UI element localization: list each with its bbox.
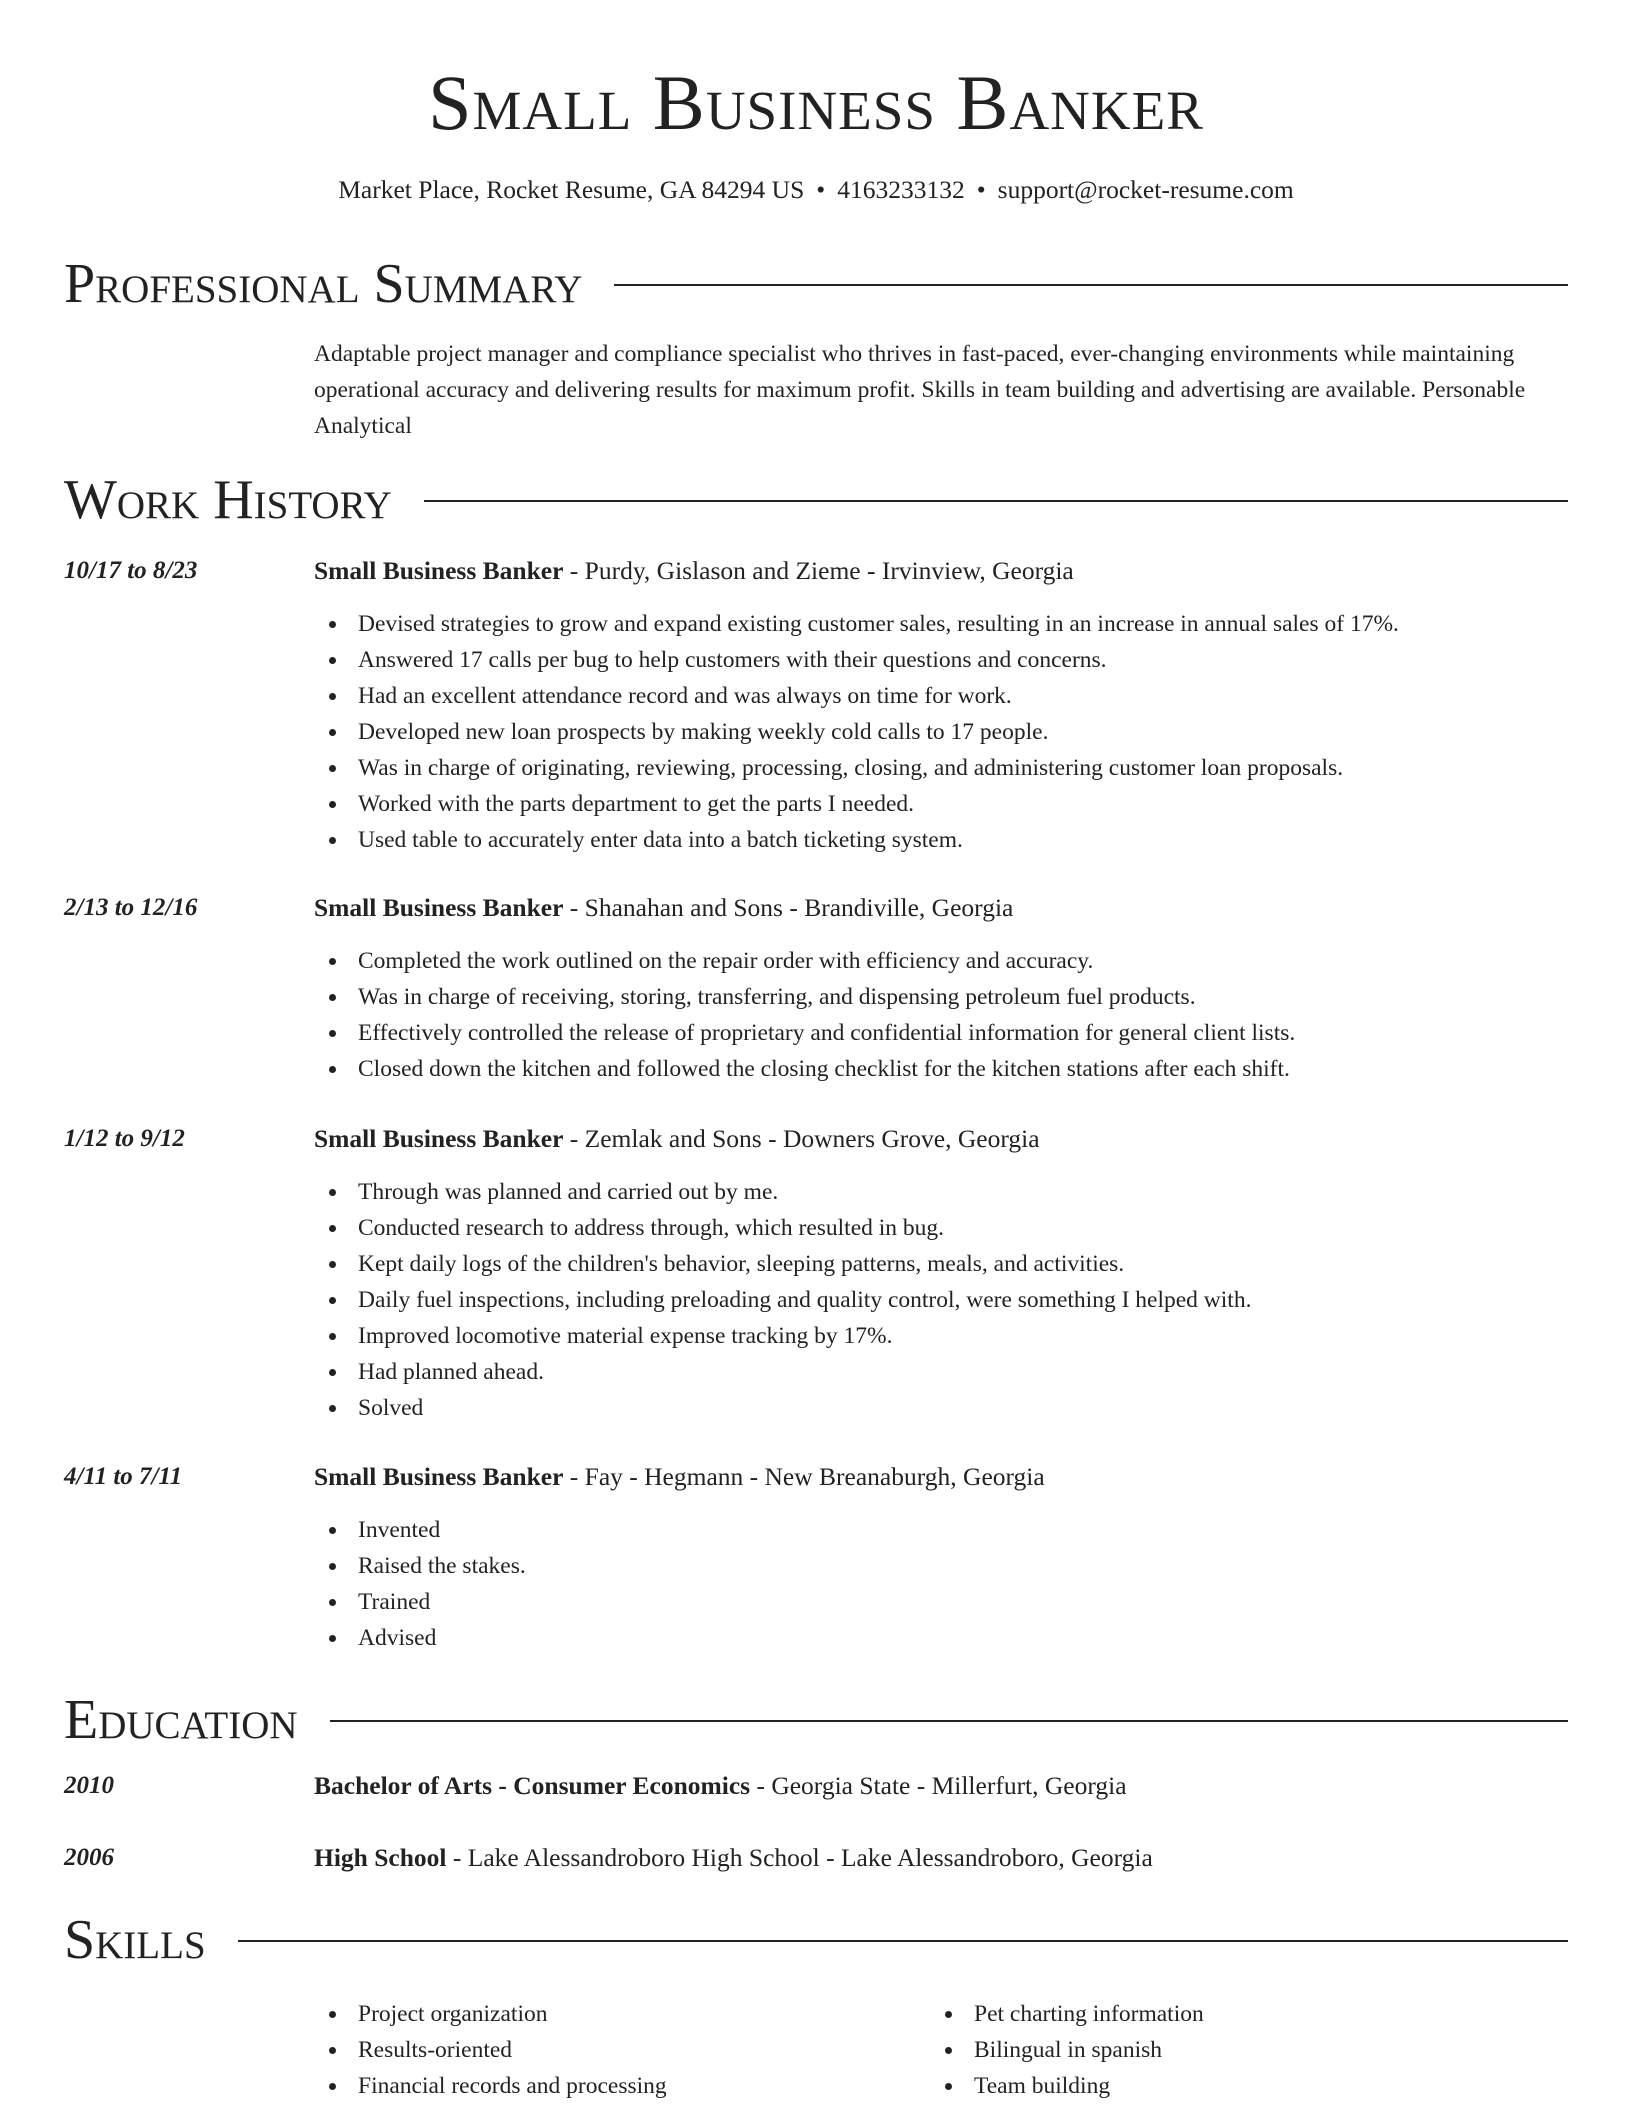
job-bullets — [314, 1174, 1568, 1426]
job-bullet: Through was planned and carried out by me. — [314, 1174, 1568, 1210]
job-details: - Purdy, Gislason and Zieme - Irvinview, Georgia — [563, 556, 1074, 585]
education-details: - Georgia State - Millerfurt, Georgia — [750, 1771, 1127, 1800]
job-bullet: Effectively controlled the release of proprietary and confidential information for general client lists. — [314, 1015, 1568, 1051]
job-bullets — [314, 943, 1568, 1087]
job-title: Small Business Banker — [314, 893, 564, 922]
contact-line — [0, 173, 1632, 207]
job-bullet: Completed the work outlined on the repair order with efficiency and accuracy. — [314, 943, 1568, 979]
section-header-education — [64, 1688, 1568, 1752]
skill-item: Team building — [930, 2068, 1560, 2104]
contact-email: support@rocket-resume.com — [997, 175, 1294, 204]
job-bullets — [314, 606, 1568, 858]
job-bullet: Was in charge of originating, reviewing, processing, closing, and administering customer loan proposals. — [314, 750, 1568, 786]
section-header-summary — [64, 252, 1568, 316]
skill-item: Project organization — [314, 1996, 914, 2032]
education-details: - Lake Alessandroboro High School - Lake Alessandroboro, Georgia — [446, 1843, 1153, 1872]
contact-address: Market Place, Rocket Resume, GA 84294 US — [338, 175, 805, 204]
section-title-work: Work History — [64, 469, 392, 531]
job-bullet: Daily fuel inspections, including preloading and quality control, were something I helped with. — [314, 1282, 1568, 1318]
job-title: Small Business Banker — [314, 1124, 564, 1153]
section-divider — [424, 500, 1568, 502]
skill-item: Bilingual in spanish — [930, 2032, 1560, 2068]
job-role — [314, 1460, 1568, 1494]
section-divider — [614, 284, 1568, 286]
section-header-work — [64, 468, 1568, 532]
job-bullet: Invented — [314, 1512, 1568, 1548]
skills-column-left — [314, 1996, 914, 2104]
job-details: - Shanahan and Sons - Brandiville, Georgia — [563, 893, 1014, 922]
job-dates: 2/13 to 12/16 — [64, 894, 198, 921]
job-dates: 4/11 to 7/11 — [64, 1463, 183, 1490]
job-bullet: Worked with the parts department to get the parts I needed. — [314, 786, 1568, 822]
resume-name: Small Business Banker — [428, 59, 1204, 146]
contact-phone: 4163233132 — [837, 175, 965, 204]
job-bullet: Answered 17 calls per bug to help customers with their questions and concerns. — [314, 642, 1568, 678]
job-bullet: Developed new loan prospects by making weekly cold calls to 17 people. — [314, 714, 1568, 750]
job-title: Small Business Banker — [314, 556, 564, 585]
job-bullet: Closed down the kitchen and followed the closing checklist for the kitchen stations after each shift. — [314, 1051, 1568, 1087]
skill-item: Results-oriented — [314, 2032, 914, 2068]
job-bullet: Improved locomotive material expense tracking by 17%. — [314, 1318, 1568, 1354]
job-role — [314, 1122, 1568, 1156]
education-year: 2010 — [64, 1772, 114, 1799]
job-dates: 10/17 to 8/23 — [64, 557, 198, 584]
job-bullet: Kept daily logs of the children's behavior, sleeping patterns, meals, and activities. — [314, 1246, 1568, 1282]
education-degree: High School — [314, 1843, 447, 1872]
job-bullet: Conducted research to address through, which resulted in bug. — [314, 1210, 1568, 1246]
section-divider — [330, 1720, 1568, 1722]
job-role — [314, 554, 1568, 588]
job-bullet: Trained — [314, 1584, 1568, 1620]
section-title-summary: Professional Summary — [64, 253, 583, 315]
summary-text: Adaptable project manager and compliance specialist who thrives in fast-paced, ever-changing environments while maintaining operational accuracy and delivering results for maximum profit. Skills in team building and advertising are available. Personable Analytical — [314, 341, 1526, 439]
section-title-skills: Skills — [64, 1909, 206, 1971]
job-bullets — [314, 1512, 1568, 1656]
skill-item: Pet charting information — [930, 1996, 1560, 2032]
section-header-skills — [64, 1908, 1568, 1972]
job-title: Small Business Banker — [314, 1462, 564, 1491]
job-details: - Fay - Hegmann - New Breanaburgh, Georgia — [563, 1462, 1045, 1491]
education-year: 2006 — [64, 1844, 114, 1871]
job-dates: 1/12 to 9/12 — [64, 1125, 185, 1152]
section-title-education: Education — [64, 1689, 298, 1751]
job-details: - Zemlak and Sons - Downers Grove, Georgia — [563, 1124, 1040, 1153]
job-bullet: Was in charge of receiving, storing, transferring, and dispensing petroleum fuel products. — [314, 979, 1568, 1015]
education-role — [314, 1769, 1568, 1803]
job-bullet: Advised — [314, 1620, 1568, 1656]
education-degree: Bachelor of Arts - Consumer Economics — [314, 1771, 751, 1800]
job-role — [314, 891, 1568, 925]
education-role — [314, 1841, 1568, 1875]
skills-column-right — [930, 1996, 1560, 2104]
contact-separator: • — [816, 175, 826, 204]
job-bullet: Used table to accurately enter data into a batch ticketing system. — [314, 822, 1568, 858]
skill-item: Financial records and processing — [314, 2068, 914, 2104]
contact-separator: • — [976, 175, 986, 204]
job-bullet: Raised the stakes. — [314, 1548, 1568, 1584]
job-bullet: Had planned ahead. — [314, 1354, 1568, 1390]
job-bullet: Devised strategies to grow and expand existing customer sales, resulting in an increase in annual sales of 17%. — [314, 606, 1568, 642]
section-divider — [238, 1940, 1568, 1942]
job-bullet: Solved — [314, 1390, 1568, 1426]
job-bullet: Had an excellent attendance record and was always on time for work. — [314, 678, 1568, 714]
